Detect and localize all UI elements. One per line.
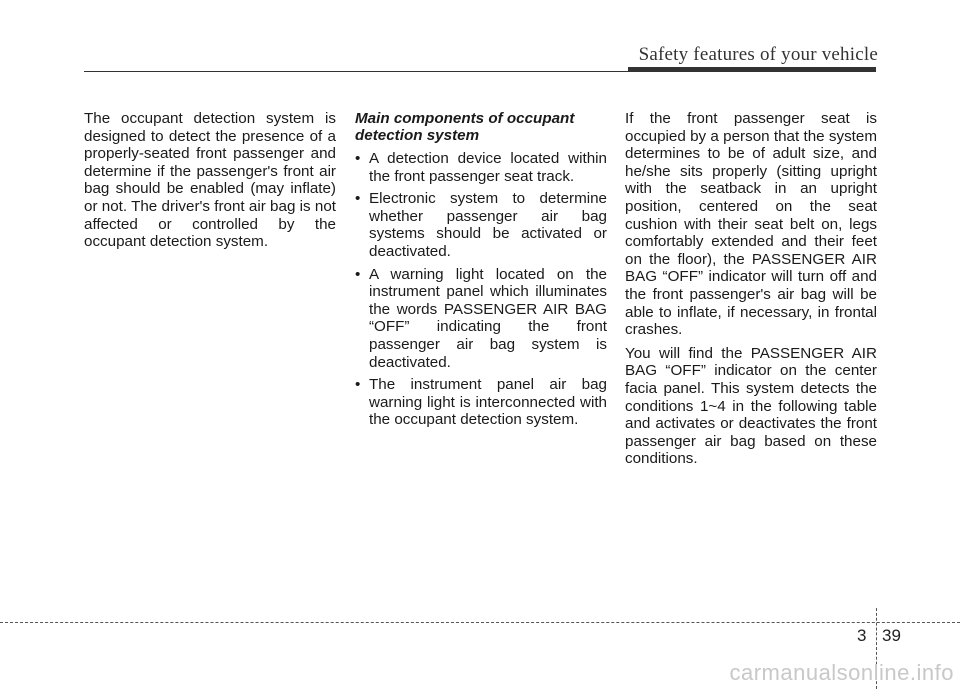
list-item-text: A warning light located on the instrument panel which illuminates the words PASSENGER AIR BAG “OFF” indicating the front passenger air bag system is deactivated. <box>369 265 607 371</box>
list-item <box>355 190 607 260</box>
header-section-title: Safety features of your vehicle <box>638 44 878 65</box>
footer-rule <box>0 622 960 623</box>
intro-paragraph: The occupant detection system is designed to detect the presence of a properly-seated front passenger and determine if the passenger's front air bag should be enabled (may inflate) or not. The driver's front air bag is not affected or controlled by the occupant detection system. <box>84 110 336 251</box>
adult-occupant-paragraph: If the front passenger seat is occupied by a person that the system determines to be of adult size, and he/she sits properly (sitting upright with the seatback in an upright position, centered on the seat cushion with their seat belt on, legs comfortably extended and their feet on the floor), the PASSENGER AIR BAG “OFF” indicator will turn off and the front passenger's air bag will be able to inflate, if necessary, in frontal crashes. <box>625 110 877 339</box>
chapter-number: 3 <box>857 626 867 645</box>
list-item <box>355 376 607 429</box>
components-heading: Main components of occupant detection system <box>355 110 575 144</box>
bullet-icon: • <box>355 376 361 394</box>
components-list <box>355 150 607 429</box>
page-number: 39 <box>882 626 901 645</box>
list-item-text: A detection device located within the front passenger seat track. <box>369 150 607 185</box>
list-item-text: Electronic system to determine whether passenger air bag systems should be activated or deactivated. <box>369 190 607 260</box>
column-2 <box>355 110 607 434</box>
header-rule-accent <box>628 67 876 72</box>
list-item-text: The instrument panel air bag warning light is interconnected with the occupant detection system. <box>369 376 607 429</box>
column-3 <box>625 110 877 474</box>
bullet-icon: • <box>355 190 361 208</box>
column-1 <box>84 110 336 257</box>
watermark-text: carmanualsonline.info <box>729 660 954 685</box>
indicator-location-paragraph: You will find the PASSENGER AIR BAG “OFF” indicator on the center facia panel. This system detects the conditions 1~4 in the following table and activates or deactivates the front passenger air bag based on these conditions. <box>625 344 877 468</box>
bullet-icon: • <box>355 150 361 167</box>
list-item <box>355 266 607 372</box>
bullet-icon: • <box>355 265 361 283</box>
list-item <box>355 150 607 185</box>
